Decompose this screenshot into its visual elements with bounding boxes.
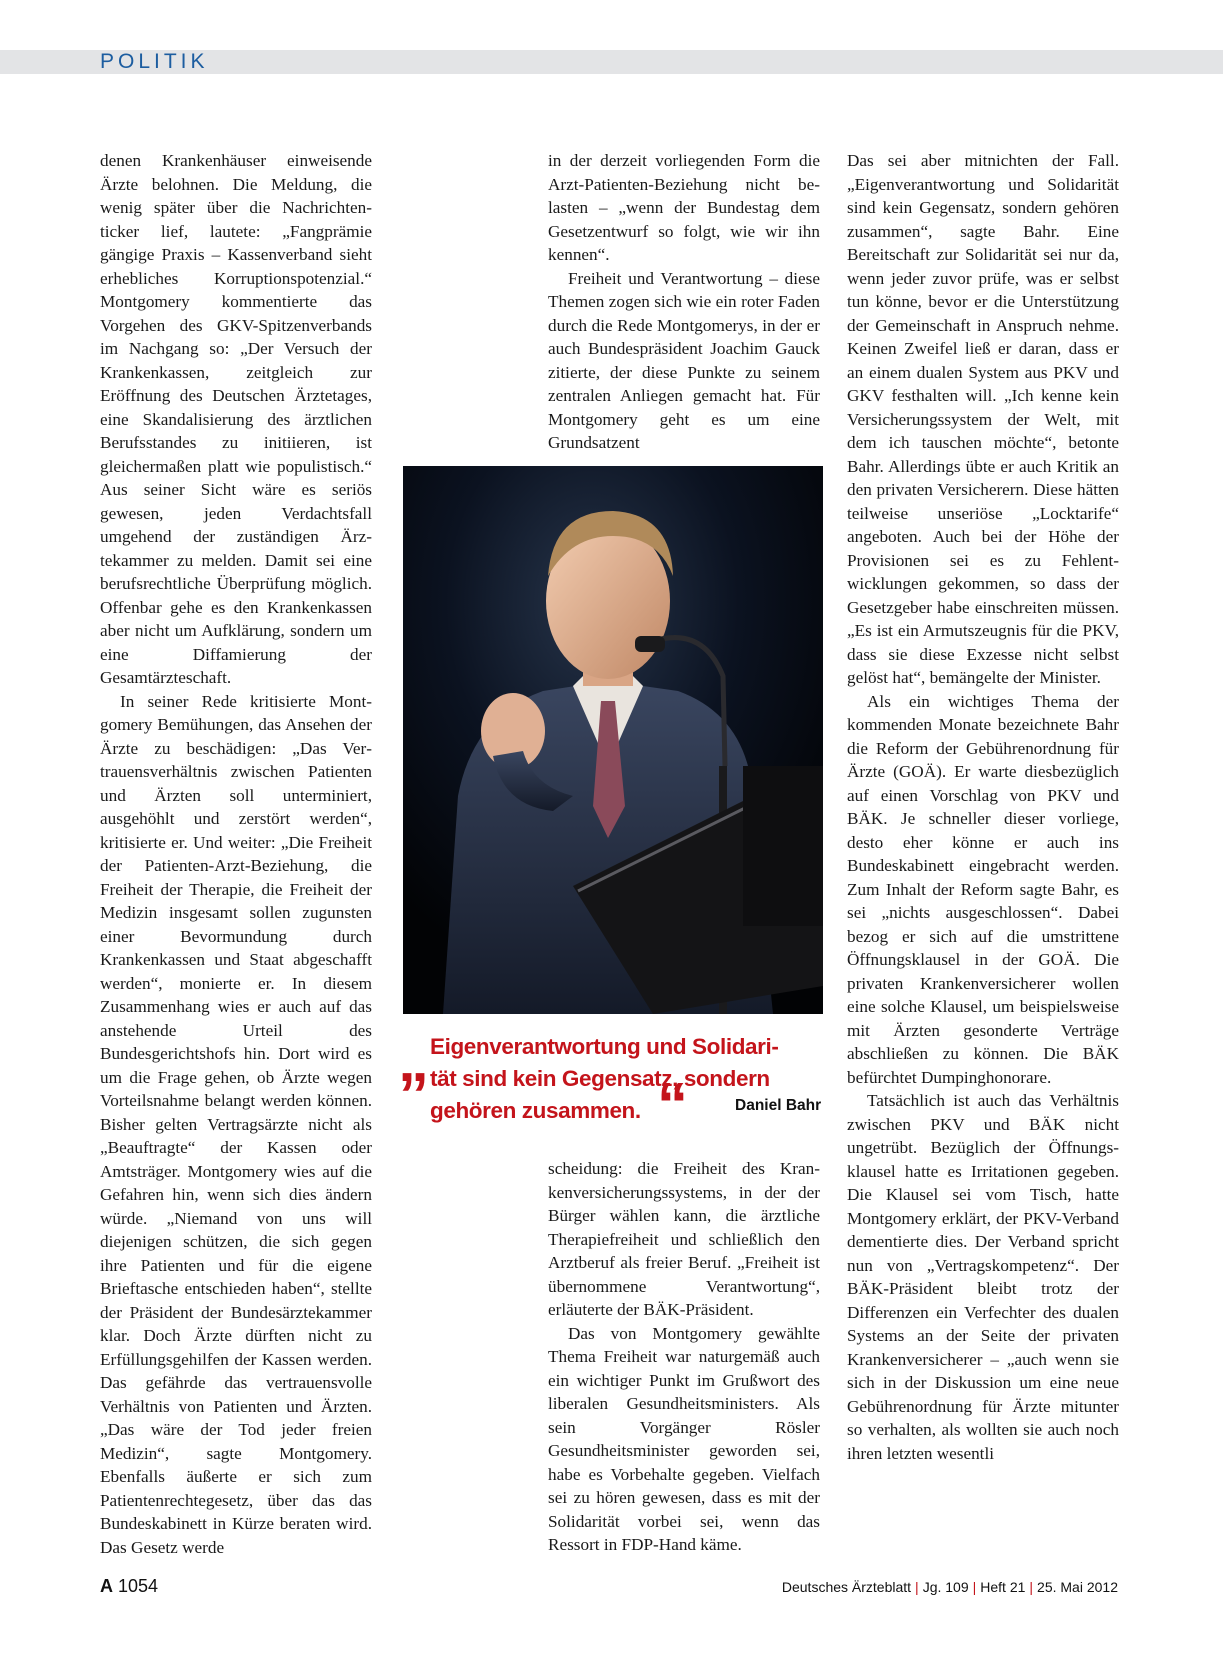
quote-author: Daniel Bahr	[735, 1097, 822, 1114]
article-column-2-bottom	[548, 1157, 820, 1561]
quote-close-mark: “	[657, 1071, 688, 1140]
journal-volume: Jg. 109	[922, 1579, 969, 1595]
quote-open-mark: „	[398, 1026, 429, 1095]
article-column-1	[100, 149, 372, 1561]
issue-date: 25. Mai 2012	[1037, 1579, 1118, 1595]
paragraph: Das sei aber mitnichten der Fall. „Eigenverantwortung und Solidarität sind kein Gegensatz, sondern gehören zusammen“, sagte Bahr. Eine Bereitschaft zur Solidarität sei nur da, wenn jeder zuvor prüfe, was er selbst tun könne, bevor er die Unterstützung der Gemeinschaft in Anspruch nehme. Keinen Zweifel ließ er daran, dass er an einem dualen System aus PKV und GKV festhalten will. „Ich kenne kein Versicherungssystem der Welt, mit dem ich tauschen möchte“, betonte Bahr. Allerdings übte er auch Kritik an den privaten Versicherern. Diese hätten teilweise unseriöse „Locktarife“ angeboten. Auch bei der Höhe der Provisionen sei es zu Fehlentwicklungen gekommen, so dass der Gesetzgeber habe einschreiten müssen. „Es ist ein Armutszeugnis für die PKV, dass sie diese Exzesse nicht selbst gelöst hat“, bemängelte der Minister.	[847, 151, 1119, 687]
pull-quote-line: tät sind kein Gegensatz, sondern	[430, 1066, 770, 1091]
paragraph: Das von Montgomery gewählte Thema Freiheit war naturgemäß auch ein wichtiger Punkt im Grußwort des liberalen Gesundheitsministers. Als sein Vorgänger Rösler Gesundheitsminister geworden sei, habe es Vorbehalte gegeben. Vielfach sei zu hören gewesen, dass es mit der Solidarität vorbei sei, wenn das Ressort in FDP-Hand käme.	[548, 1323, 820, 1554]
section-label: POLITIK	[100, 50, 209, 73]
page-number-value: 1054	[118, 1576, 159, 1596]
paragraph: scheidung: die Freiheit des Krankenversicherungssystems, in der der Bürger wählen kann, die ärztliche Therapiefreiheit und schließlich den Arztberuf als freier Beruf. „Freiheit ist übernommene Verantwortung“, erläuterte der BÄK-Präsident.	[548, 1159, 820, 1319]
separator: |	[1029, 1579, 1034, 1595]
paragraph: Tatsächlich ist auch das Verhältnis zwischen PKV und BÄK nicht ungetrübt. Bezüglich der Öffnungsklausel hatte es Irritationen gegeben. Die Klausel sei vom Tisch, hatte Montgomery erklärt, der PKV-Verband dementierte dies. Der Verband spricht nun von „Vertragskompetenz“. Der BÄK-Präsident bleibt trotz der Differenzen ein Verfechter des dualen Systems an der Seite der privaten Krankenversicherer – „auch wenn sie sich in der Diskussion um eine neue Gebührenordnung für Ärzte mitunter so verhalten, als wollten sie auch noch ihren letzten wesentli	[847, 1091, 1119, 1463]
page-prefix: A	[100, 1576, 113, 1596]
article-column-3	[847, 149, 1119, 1561]
journal-name: Deutsches Ärzteblatt	[781, 1579, 912, 1595]
paragraph: In seiner Rede kritisierte Montgomery Bemühungen, das Ansehen der Ärzte zu beschädigen: „Das Vertrauensverhältnis zwischen Patienten und Ärzten soll unterminiert, ausgehöhlt und zerstört werden“, kritisierte er. Und weiter: „Die Freiheit der Patienten-Arzt-Beziehung, die Freiheit der Therapie, die Freiheit der Medizin insgesamt sollen zugunsten einer Bevormundung durch Krankenkassen und Staat abgeschafft werden“, monierte er. In diesem Zusammenhang wies er auch auf das anstehende Urteil des Bundesgerichtshofs hin. Dort wird es um die Frage gehen, ob Ärzte wegen Vorteilsnahme belangt werden können. Bisher gelten Vertragsärzte nicht als „Beauftragte“ der Kassen oder Amtsträger. Montgomery wies auf die Gefahren hin, wenn sich dies ändern würde. „Niemand von uns will diejenigen schützen, die sich gegen ihre Patienten und für die eigene Brieftasche entschieden haben“, stellte der Präsident der Bundesärztekammer klar. Doch Ärzte dürften nicht zu Erfüllungsgehilfen der Kassen werden. Das gefährde das vertrauensvolle Verhältnis von Patienten und Ärzten. „Das wäre der Tod jeder freien Medizin“, sagte Montgomery. Ebenfalls äußerte er sich zum Patientenrechtegesetz, über das das Bundeskabinett in Kürze beraten wird. Das Gesetz werde	[100, 691, 372, 1557]
page-number	[100, 1576, 158, 1597]
paragraph: in der derzeit vorliegenden Form die Arzt-Patienten-Beziehung nicht belasten – „wenn der Bundestag dem Gesetzentwurf so folgt, wie wir ihn kennen“.	[548, 151, 820, 264]
publication-info	[782, 1579, 1118, 1595]
separator: |	[972, 1579, 977, 1595]
paragraph: denen Krankenhäuser einweisende Ärzte belohnen. Die Meldung, die wenig später über die Nachrichtenticker lief, lautete: „Fangprämie gängige Praxis – Kassenverband sieht erhebliches Korruptionspotenzial.“ Montgomery kommentierte das Vorgehen des GKV-Spitzenverbands im Nachgang so: „Der Versuch der Krankenkassen, zeitgleich zur Eröffnung des Deutschen Ärztetages, eine Skandalisierung des ärztlichen Berufsstandes zu initiieren, ist gleichermaßen platt wie populistisch.“ Aus seiner Sicht wäre es seriös gewesen, jeden Verdachtsfall umgehend der zuständigen Ärztekammer zu melden. Damit sei eine berufsrechtliche Überprüfung möglich. Offenbar gehe es den Krankenkassen aber nicht um Aufklärung, sondern um eine Diffamierung der Gesamtärzteschaft.	[100, 151, 372, 687]
paragraph: Freiheit und Verantwortung – diese Themen zogen sich wie ein roter Faden durch die Rede Montgomerys, in der er auch Bundespräsident Joachim Gauck zitierte, der diese Punkte zu seinem zentralen Anliegen gemacht hat. Für Montgomery geht es um eine Grundsatzent	[548, 268, 820, 452]
pull-quote-line: gehören zusammen.	[430, 1098, 641, 1123]
separator: |	[915, 1579, 919, 1595]
article-column-2-top	[548, 149, 820, 455]
speaker-photo	[403, 466, 823, 1014]
paragraph: Als ein wichtiges Thema der kommenden Monate bezeichnete Bahr die Reform der Gebührenordnung für Ärzte (GOÄ). Er warte diesbezüglich auf einen Vorschlag von PKV und BÄK. Je schneller dieser vorliege, desto eher könne er auch ins Bundeskabinett eingebracht werden. Zum Inhalt der Reform sagte Bahr, es sei „nichts ausgeschlossen“. Dabei bezog er sich auf die umstrittene Öffnungsklausel in der GOÄ. Die privaten Krankenversicherer wollen eine solche Klausel, um beispielsweise mit Ärzten gesonderte Verträge abschließen zu können. Die BÄK befürchtet Dumpinghonorare.	[847, 691, 1119, 1087]
journal-issue: Heft 21	[980, 1579, 1026, 1595]
pull-quote-line: Eigenverantwortung und Solidari-	[430, 1034, 779, 1059]
